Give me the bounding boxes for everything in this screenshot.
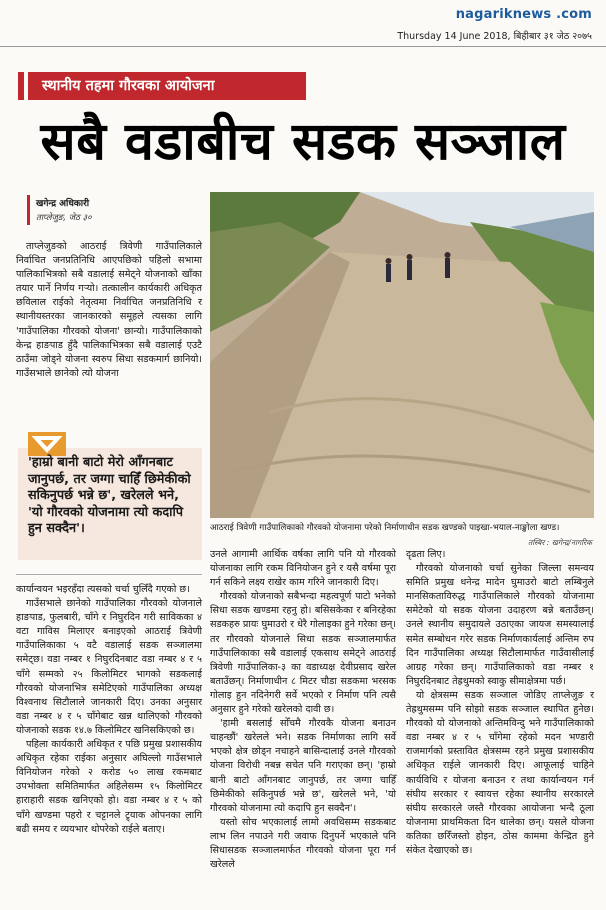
body-column-2 [210, 548, 396, 872]
road-photo [210, 192, 594, 518]
paragraph: गौरवको योजनाको सबैभन्दा महत्वपूर्ण पाटो भनेको सिधा सडक खण्डमा रहनु हो। बसिसकेका र बनिरहेका सडकहरु प्रायः घुमाउरो र धेरै गोलाइका हुने गरेका छन्। तर गौरवको योजनाले सिधा सडक सञ्जालमार्फत गाउँपालिकाका सबै वडालाई एकसाथ समेट्ने आठराई त्रिवेणी गाउँपालिका-३ का वडाध्यक्ष देवीप्रसाद खरेल बताउँछन्। निर्माणाधीन ८ मिटर चौडा सडकमा भरसक गोलाइ हुन नदिनेगरी सर्वे भएको र निर्माण पनि त्यसै अनुसार हुने गरेको खरेलको दावी छ। [210, 591, 396, 716]
header-divider [0, 46, 606, 47]
dateline-place: ताप्लेजुङ, जेठ ३० [36, 213, 92, 223]
byline-accent [27, 195, 30, 225]
headline: सबै वडाबीच सडक सञ्जाल [40, 112, 566, 172]
section-kicker: स्थानीय तहमा गौरवका आयोजना [28, 72, 306, 100]
site-name[interactable]: nagariknews .com [455, 7, 592, 22]
page-date: Thursday 14 June 2018, बिहीबार ३१ जेठ २०७५ [397, 31, 592, 42]
paragraph: पहिला कार्यकारी अधिकृत र पछि प्रमुख प्रशासकीय अधिकृत रहेका राईका अनुसार अघिल्लो गाउँसभाले विनियोजन गरेको २ करोड ५० लाख रकमबाट उपभोक्ता समितिमार्फत अहिलेसम्म १५ किलोमिटर हाराहारी सडक खनिएको हो। वडा नम्बर ४ र ५ को चाँगे खण्डमा पहरो र चट्टानले ट्र्याक ओपनका लागि बढी समय र व्ययभार थोपरेको राईले बताए। [16, 739, 202, 835]
column-divider [16, 574, 202, 575]
kicker-accent [18, 72, 24, 100]
paragraph: यो क्षेत्रसम्म सडक सञ्जाल जोडिए ताप्लेजुङ र तेह्रथुमसम्म पनि सोझो सडक सञ्जाल स्थापित हुनेछ। गौरवको यो योजनाको अन्तिमविन्दु भने गाउँपालिकाको वडा नम्बर ४ र ५ चाँगेमा रहेको मदन भण्डारी राजमार्गको प्रस्तावित क्षेत्रसम्म रहने प्रमुख प्रशासकीय अधिकृत राईले जानकारी दिए। आफूलाई चाहिने कार्यविधि र योजना बनाउन र तथा कार्यान्वयन गर्न संघीय सरकार र स्वायत्त रहेका स्थानीय सरकारले संघीय सरकारले जस्तै गौरवका आयोजना भन्दै ठूला योजनामा प्राथमिकता दिन थालेका छन्। यसले योजना कतिका छरिँजस्तो होइन, ठोस काममा केन्द्रित हुने संकेत देखाएको छ। [406, 689, 594, 856]
paragraph: उनले आगामी आर्थिक वर्षका लागि पनि यो गौरवको योजनाका लागि रकम विनियोजन हुने र यसै वर्षमा पूरा गर्न सकिने लक्ष्य राखेर काम गरिने जानकारी दिए। [210, 549, 396, 589]
paragraph: कार्यान्वयन भइरहँदा त्यसको चर्चा चुलिँदै गएको छ। [16, 584, 190, 595]
paragraph: गौरवको योजनाको चर्चा सुनेका जिल्ला समन्वय समिति प्रमुख धनेन्द्र मादेन घुमाउरो बाटो लम्बिनुले मानसिकताविरुद्ध गाउँपालिकाले गौरवको योजनामा समेटेको यो सडक योजना उदाहरण बन्ने बताउँछन्। उनले स्थानीय समुदायले उठाएका जायज समस्यालाई समेत सम्बोधन गरेर सडक निर्माणकार्यलाई अन्तिम रुप दिन गाउँपालिका अध्यक्ष सिटौलामार्फत गाउँवासीलाई आग्रह गरेका छन्। गाउँपालिकाको वडा नम्बर १ निघुरदिनबाट तेह्रथुमको स्वाकु सीमाक्षेत्रमा पर्छ। [406, 563, 594, 687]
photo-caption: आठराई त्रिवेणी गाउँपालिकाको गौरवको योजनामा परेको निर्माणाधीन सडक खण्डको पाइखा-भयाल-नाङ्खोला खण्ड। [210, 523, 560, 533]
body-column-1 [16, 583, 202, 837]
paragraph: ताप्लेजुङको आठराई त्रिवेणी गाउँपालिकाले निर्वाचित जनप्रतिनिधि आएपछिको पहिलो सभामा पालिकाभित्रको सबै वडालाई समेट्ने योजनाको खाँका तयार पार्ने निर्णय गर्‍यो। तत्कालीन कार्यकारी अधिकृत छविलाल राईको नेतृत्वमा निर्वाचित जनप्रतिनिधि र स्थानीयस्तरका जानकारको समूहले त्यसका लागि 'गाउँपालिका गौरवको योजना' छान्यो। गाउँपालिकाको केन्द्र हाङपाड हुँदै पालिकाभित्रका सबै वडालाई एउटै ठाउँमा जोड्ने योजना स्वरुप सिधा सडकमार्ग छानियो। गाउँसभाले छानेको त्यो योजना [16, 241, 202, 379]
author: खगेन्द्र अधिकारी [36, 199, 90, 209]
intro-column [16, 240, 202, 381]
paragraph: दृढता लिए। [406, 549, 446, 560]
paragraph: गाउँसभाले छानेको गाउँपालिका गौरवको योजनाले हाङपाड, फुलबारी, चाँगे र निघुरदिन गरी साविकका ४ वटा गाविस मिलाएर बनाइएको आठराई त्रिवेणी गाउँपालिकाका ५ वटै वडालाई सडक सञ्जालमा समेट्छ। वडा नम्बर १ निघुरदिनबाट वडा नम्बर ४ र ५ चाँगे सम्मको २५ किलोमिटर भागको सडकलाई गौरवको योजनाभित्र समेटिएको गाउँपालिका अध्यक्ष विश्वनाथ सिटौलाले जानकारी दिए। उनका अनुसार वडा नम्बर ४ र ५ चाँगेबाट खन्न थालिएको गौरवको योजनाको सडक १४.७ किलोमिटर खनिसकिएको छ। [16, 598, 202, 736]
pull-quote: 'हाम्रो बानी बाटो मेरो आँगनबाट जानुपर्छ, तर जग्गा चाहिँ छिमेकीको सकिनुपर्छ भन्ने छ', खरेलले भने, 'यो गौरवको योजनामा त्यो कदापि हुन सक्दैन'। [28, 455, 191, 536]
quote-mark-icon [28, 432, 66, 456]
body-column-3 [406, 548, 594, 858]
paragraph: यस्तो सोच भएकालाई लामो अवधिसम्म सडकबाट लाभ लिन नपाउने गरी जवाफ दिनुपर्ने भएकाले पनि सिधासडक सञ्जालमार्फत गौरवको योजना पूरा गर्न खरेलले [210, 816, 396, 871]
paragraph: 'हामी बसलाई सोँचमै गौरवकै योजना बनाउन चाहन्छौं' खरेलले भने। सडक निर्माणका लागि सर्वे भएको क्षेत्र छोड्न नचाहने बासिन्दालाई उनले गौरवको योजना विरोधी नबन्न सचेत पनि गराएका छन्। 'हाम्रो बानी बाटो आँगनबाट जानुपर्छ, तर जग्गा चाहिँ छिमेकीको सकिनुपर्छ भन्ने छ', खरेलले भने, 'यो गौरवको योजनामा त्यो कदापि हुन सक्दैन'। [210, 718, 396, 814]
photo-credit: तस्बिर : खगेन्द्र/नागरिक [527, 538, 592, 547]
